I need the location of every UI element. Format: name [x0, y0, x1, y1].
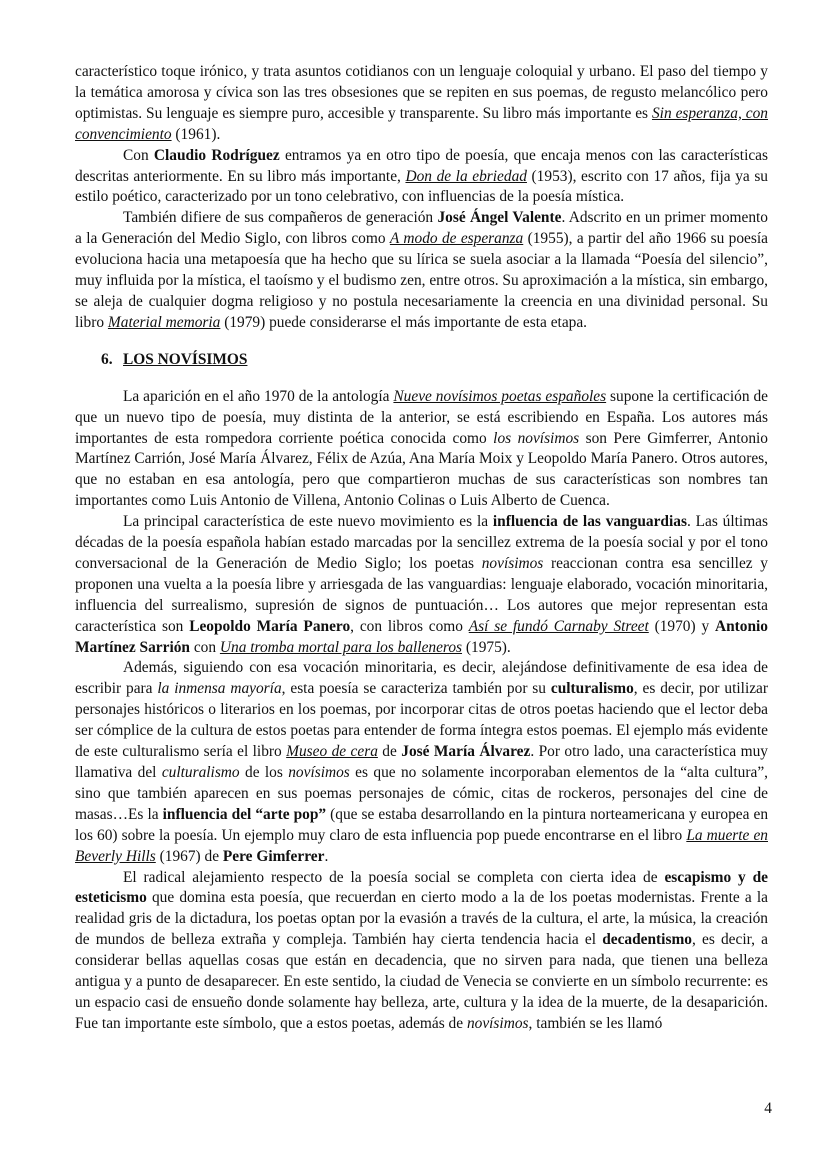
text-run: con [189, 638, 220, 656]
text-run: (1970) y [648, 617, 715, 635]
book-title: Material memoria [107, 313, 221, 331]
page-number: 4 [764, 1100, 772, 1117]
text-run: La aparición en el año 1970 de la antología [123, 387, 394, 405]
book-title: Sin esperanza, con convencimiento [75, 104, 768, 143]
text-run: . Adscrito en un primer momento a la Generación del Medio Siglo, con libros como [75, 209, 768, 248]
section-heading [75, 350, 768, 371]
bold-term: influencia de las vanguardias [492, 513, 687, 531]
author-name: Leopoldo María Panero [189, 617, 351, 635]
text-run: (1953), escrito con 17 años, fija ya su estilo poético, caracterizado por un tono celebrativo, con influencias de la poesía mística. [75, 167, 769, 206]
italic-phrase: la inmensa mayoría [157, 680, 282, 698]
paragraph-6 [75, 658, 768, 867]
bold-term: influencia del “arte pop” [162, 805, 327, 823]
author-name: Antonio Martínez Sarrión [75, 617, 768, 656]
text-run: de los [239, 764, 289, 781]
italic-term: novísimos [288, 764, 350, 781]
paragraph-5 [75, 512, 768, 658]
text-run: , es decir, por utilizar personajes históricos o literarios en los poemas, por incorporar citas de otros poetas haciendo que el lector deba ser cómplice de la cultura de estos poetas para entender de forma íntegra estos poemas. El ejemplo más evidente de este culturalismo sería el libro [75, 680, 769, 761]
book-title: Museo de cera [286, 743, 378, 761]
author-name: José María Álvarez [401, 743, 531, 761]
text-run: (1961). [171, 125, 221, 143]
text-run: También difiere de sus compañeros de generación [123, 209, 438, 227]
text-run: , con libros como [350, 617, 469, 635]
bold-term: escapismo y de esteticismo [75, 868, 768, 907]
text-run: característico toque irónico, y trata asuntos cotidianos con un lenguaje coloquial y urbano. El paso del tiempo y la temática amorosa y cívica son las tres obsesiones que se repiten en sus poemas, de regusto melancólico pero optimistas. Su lenguaje es siempre puro, accesible y transparente. Su libro más importante es [75, 63, 768, 122]
paragraph-3 [75, 208, 768, 333]
bold-term: culturalismo [550, 680, 634, 698]
text-run: . Por otro lado, una característica muy llamativa del [75, 743, 768, 781]
text-run: La principal característica de este nuevo movimiento es la [123, 513, 493, 531]
text-run: Además, siguiendo con esa vocación minoritaria, es decir, alejándose definitivamente de esa idea de escribir para [75, 659, 768, 698]
text-run: El radical alejamiento respecto de la poesía social se completa con cierta idea de [123, 868, 665, 886]
text-run: supone la certificación de que un nuevo tipo de poesía, muy distinta de la anterior, se está escribiendo en España. Los autores más importantes de esta rompedora corriente poética conocida como [75, 387, 768, 447]
text-run: . Las últimas décadas de la poesía española habían estado marcadas por la sencillez extrema de la poesía social y por el tono conversacional de la Generación de Medio Siglo; los poetas [75, 513, 768, 572]
italic-term: novísimos [481, 554, 544, 572]
book-title: Nueve novísimos poetas españoles [393, 387, 607, 405]
text-run: de [377, 743, 402, 761]
paragraph-4 [75, 387, 768, 512]
text-run: (1975). [462, 638, 511, 656]
paragraph-1 [75, 62, 768, 146]
book-title: Así se fundó Carnaby Street [468, 617, 649, 635]
document-page [75, 62, 768, 1035]
author-name: Pere Gimferrer [222, 847, 325, 865]
text-run: . [324, 847, 329, 865]
text-run: reaccionan contra esa sencillez y proponen una vuelta a la poesía libre y arriesgada de las vanguardias: lenguaje elaborado, vocación minoritaria, influencia del surrealismo, supresión de signos de puntuación… Los autores que mejor representan esta característica son [75, 554, 768, 635]
author-name: José Ángel Valente [437, 209, 562, 227]
text-run: son Pere Gimferrer, Antonio Martínez Carrión, José María Álvarez, Félix de Azúa, Ana María Moix y Leopoldo María Panero. Otros autores, que no estaban en esa antología, pero que compartieron muchas de sus características son nombres tan importantes como Luis Antonio de Villena, Antonio Colinas o Luis Alberto de Cuenca. [75, 429, 768, 510]
text-run: , esta poesía se caracteriza también por su [281, 680, 551, 698]
text-run: (1979) puede considerarse el más importante de esta etapa. [220, 313, 588, 331]
italic-term: los novísimos [493, 429, 580, 447]
text-run: (1967) de [155, 847, 223, 865]
book-title: La muerte en Beverly Hills [75, 826, 768, 865]
text-run: (que se estaba desarrollando en la pintura norteamericana y europea en los 60) sobre la poesía. Un ejemplo muy claro de esta influencia pop puede encontrarse en el libro [75, 805, 769, 844]
book-title: Don de la ebriedad [405, 167, 527, 185]
text-run: (1955), a partir del año 1966 su poesía evoluciona hacia una metapoesía que ha hecho que su lírica se suela asociar a la llamada “Poesía del silencio”, muy influida por la mística, el taoísmo y el budismo zen, entre otros. Su aproximación a la mística, sin embargo, se aleja de cualquier dogma religioso y no postula necesariamente la creencia en una divinidad personal. Su libro [75, 230, 768, 331]
bold-term: decadentismo [602, 931, 692, 949]
section-title: LOS NOVÍSIMOS [123, 350, 248, 368]
text-run: es que no solamente incorporaban elementos de la “alta cultura”, sino que también aparecen en sus poemas personajes de cómic, citas de rockeros, personajes del cine de masas…Es la [75, 764, 769, 823]
text-run: , también se les llamó [528, 1014, 663, 1032]
author-name: Claudio Rodríguez [153, 146, 280, 164]
text-run: que domina esta poesía, que recuerdan en cierto modo a la de los poetas modernistas. Frente a la realidad gris de la dictadura, los poetas optan por la evasión a través de la cultura, el arte, la música, la creación de mundos de belleza extraña y compleja. También hay cierta tendencia hacia el [75, 889, 768, 949]
text-run: , es decir, a considerar bellas aquellas cosas que están en decadencia, que no sirven para nada, que tienen una belleza antigua y a punto de desaparecer. En este sentido, la ciudad de Venecia se convierte en un símbolo recurrente: es un espacio casi de ensueño donde solamente hay belleza, arte, cultura y la idea de la muerte, de la desaparición. Fue tan importante este símbolo, que a estos poetas, además de [75, 931, 768, 1032]
italic-term: culturalismo [161, 764, 240, 781]
italic-term: novísimos [466, 1014, 529, 1032]
paragraph-2 [75, 146, 768, 209]
text-run: Con [123, 146, 154, 164]
book-title: A modo de esperanza [389, 230, 524, 248]
text-run: entramos ya en otro tipo de poesía, que encaja menos con las características descritas anteriormente. En su libro más importante, [75, 146, 768, 185]
paragraph-7 [75, 868, 768, 1035]
book-title: Una tromba mortal para los balleneros [219, 638, 463, 656]
section-number: 6. [101, 350, 113, 368]
